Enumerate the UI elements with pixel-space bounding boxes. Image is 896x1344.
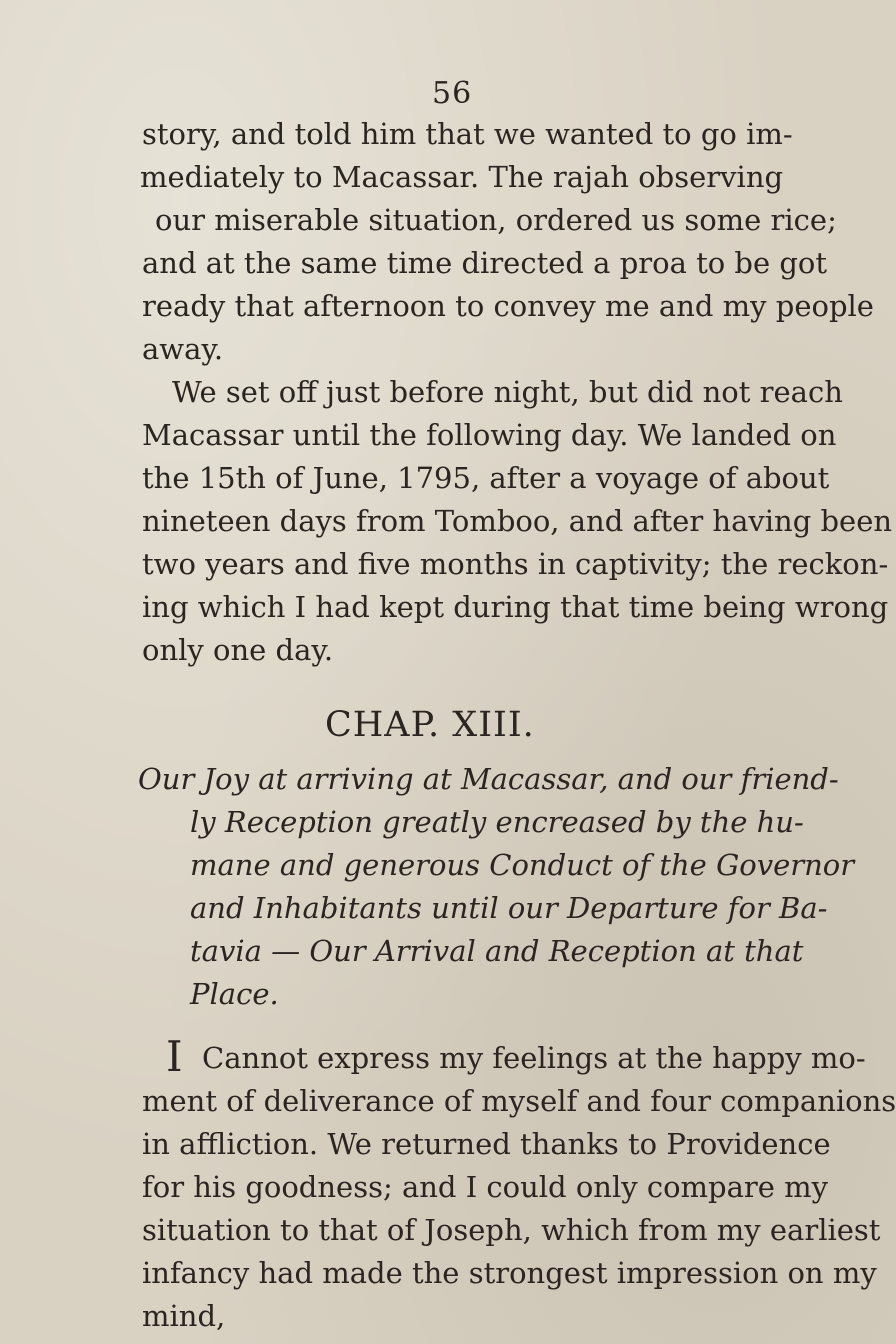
paragraph-2-line-6: ing which I had kept during that time being wrong — [142, 590, 889, 624]
paragraph-2-line-4: nineteen days from Tomboo, and after having been — [142, 504, 893, 538]
paragraph-1-line-2: mediately to Macassar. The rajah observing — [140, 160, 784, 194]
paragraph-1-line-5: ready that afternoon to convey me and my people — [142, 289, 874, 323]
chapter-text-line-1: Cannot express my feelings at the happy mo- — [202, 1041, 866, 1075]
chapter-text-line-3: in affliction. We returned thanks to Providence — [142, 1127, 831, 1161]
paragraph-2-line-1: We set off just before night, but did not reach — [172, 375, 843, 409]
chapter-heading: CHAP. XIII. — [325, 705, 535, 745]
chapter-text-line-4: for his goodness; and I could only compare my — [142, 1170, 829, 1204]
paragraph-1-line-3: our miserable situation, ordered us some rice; — [155, 203, 837, 237]
paragraph-1-line-4: and at the same time directed a proa to be got — [142, 246, 828, 280]
chapter-summary-line-5: tavia — Our Arrival and Reception at that — [190, 934, 804, 968]
chapter-summary-line-1: Our Joy at arriving at Macassar, and our friend- — [138, 762, 839, 796]
paragraph-1-line-1: story, and told him that we wanted to go im- — [142, 117, 793, 151]
drop-cap: I — [166, 1032, 183, 1081]
paragraph-2-line-3: the 15th of June, 1795, after a voyage of about — [142, 461, 830, 495]
chapter-text-line-2: ment of deliverance of myself and four companions — [142, 1084, 896, 1118]
chapter-summary-line-3: mane and generous Conduct of the Governor — [190, 848, 855, 882]
paragraph-2-line-7: only one day. — [142, 633, 334, 667]
chapter-summary-line-2: ly Reception greatly encreased by the hu- — [190, 805, 804, 839]
paragraph-1-line-6: away. — [142, 332, 224, 366]
chapter-text-line-5: situation to that of Joseph, which from my earliest — [142, 1213, 881, 1247]
page-number: 56 — [432, 76, 473, 111]
paragraph-2-line-2: Macassar until the following day. We landed on — [142, 418, 837, 452]
chapter-summary-line-6: Place. — [190, 977, 279, 1011]
paragraph-2-line-5: two years and five months in captivity; the reckon- — [142, 547, 889, 581]
chapter-summary-line-4: and Inhabitants until our Departure for Ba- — [190, 891, 828, 925]
chapter-text-line-6: infancy had made the strongest impression on my — [142, 1256, 877, 1290]
chapter-text-line-7: mind, — [142, 1299, 226, 1333]
